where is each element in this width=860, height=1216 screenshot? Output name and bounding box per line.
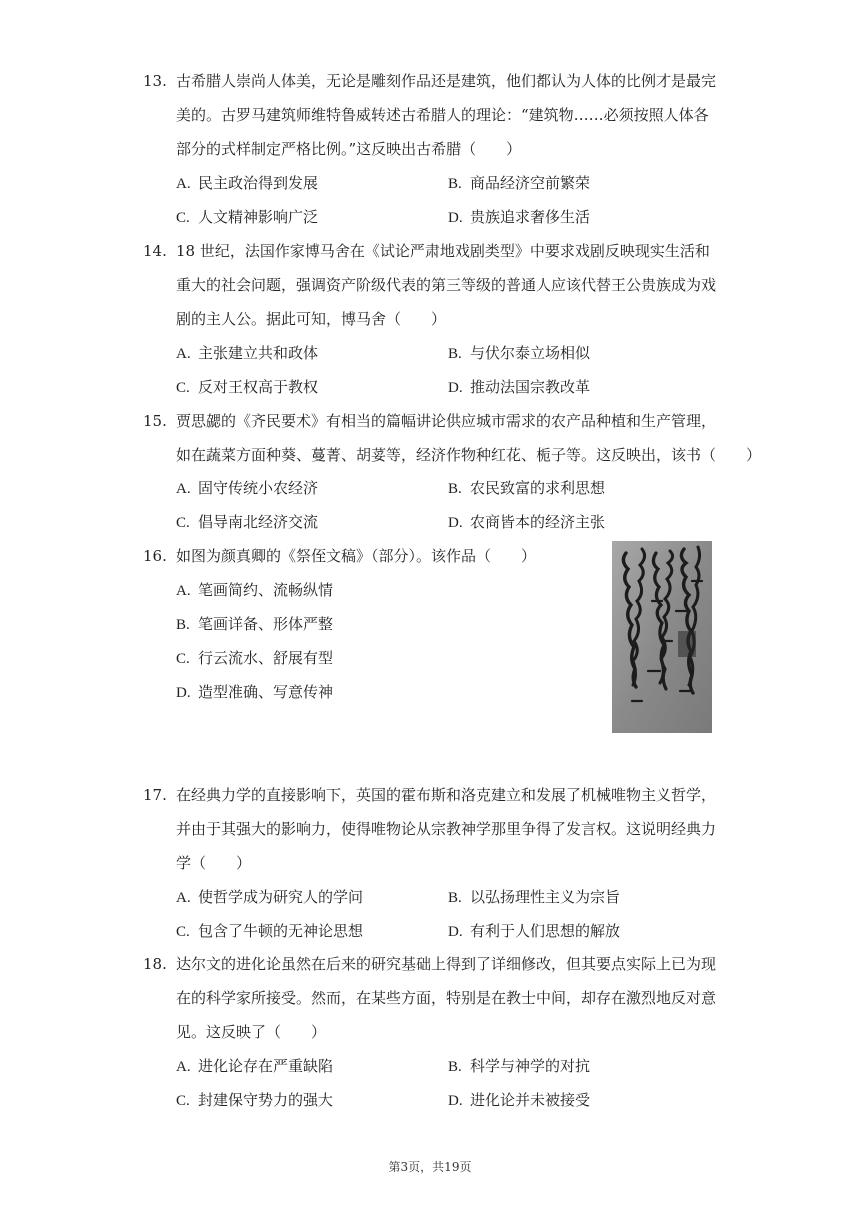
question-17 xyxy=(143,778,723,880)
option-b[interactable]: B. 农民致富的求利思想 xyxy=(448,479,606,497)
question-text: 剧的主人公。据此可知，博马舍（ ） xyxy=(176,310,447,328)
question-18 xyxy=(143,947,723,1049)
option-d[interactable]: D. 造型准确、写意传神 xyxy=(176,683,334,701)
option-d[interactable]: D. 贵族追求奢侈生活 xyxy=(448,208,591,226)
question-number: 14. xyxy=(143,242,167,260)
option-d[interactable]: D. 进化论并未被接受 xyxy=(448,1091,591,1109)
question-text: 学（ ） xyxy=(176,854,252,872)
question-text: 如在蔬菜方面种葵、蔓菁、胡荽等，经济作物种红花、栀子等。这反映出，该书（ ） xyxy=(176,446,762,464)
option-a[interactable]: A. 进化论存在严重缺陷 xyxy=(176,1057,334,1075)
option-a[interactable]: A. 使哲学成为研究人的学问 xyxy=(176,888,364,906)
question-text: 18 世纪，法国作家博马舍在《试论严肃地戏剧类型》中要求戏剧反映现实生活和 xyxy=(176,242,710,260)
option-a[interactable]: A. 民主政治得到发展 xyxy=(176,174,319,192)
question-text: 部分的式样制定严格比例。”这反映出古希腊（ ） xyxy=(176,140,522,158)
question-text: 在的科学家所接受。然而，在某些方面，特别是在教士中间，却存在激烈地反对意 xyxy=(176,989,717,1007)
question-text: 达尔文的进化论虽然在后来的研究基础上得到了详细修改，但其要点实际上已为现 xyxy=(176,955,717,973)
option-a[interactable]: A. 固守传统小农经济 xyxy=(176,479,319,497)
calligraphy-image xyxy=(612,541,712,733)
option-a[interactable]: A. 笔画简约、流畅纵情 xyxy=(176,581,334,599)
calligraphy-image-art xyxy=(612,541,712,733)
option-b[interactable]: B. 商品经济空前繁荣 xyxy=(448,174,591,192)
option-d[interactable]: D. 推动法国宗教改革 xyxy=(448,378,591,396)
question-text: 并由于其强大的影响力，使得唯物论从宗教神学那里争得了发言权。这说明经典力 xyxy=(176,820,717,838)
question-text: 如图为颜真卿的《祭侄文稿》（部分）。该作品（ ） xyxy=(176,547,537,565)
option-d[interactable]: D. 有利于人们思想的解放 xyxy=(448,922,621,940)
question-13 xyxy=(143,64,723,166)
question-number: 18. xyxy=(143,955,167,973)
question-number: 13. xyxy=(143,72,167,90)
question-text: 在经典力学的直接影响下，英国的霍布斯和洛克建立和发展了机械唯物主义哲学， xyxy=(176,786,717,804)
option-b[interactable]: B. 与伏尔泰立场相似 xyxy=(448,344,591,362)
option-c[interactable]: C. 封建保守势力的强大 xyxy=(176,1091,334,1109)
question-text: 贾思勰的《齐民要术》有相当的篇幅讲论供应城市需求的农产品种植和生产管理， xyxy=(176,412,717,430)
question-text: 重大的社会问题，强调资产阶级代表的第三等级的普通人应该代替王公贵族成为戏 xyxy=(176,276,717,294)
question-14 xyxy=(143,234,723,336)
option-d[interactable]: D. 农商皆本的经济主张 xyxy=(448,513,606,531)
question-text: 古希腊人崇尚人体美，无论是雕刻作品还是建筑，他们都认为人体的比例才是最完 xyxy=(176,72,717,90)
option-c[interactable]: C. 包含了牛顿的无神论思想 xyxy=(176,922,364,940)
option-c[interactable]: C. 行云流水、舒展有型 xyxy=(176,649,334,667)
page-footer: 第3页，共19页 xyxy=(388,1160,472,1174)
question-number: 16. xyxy=(143,547,167,565)
option-a[interactable]: A. 主张建立共和政体 xyxy=(176,344,319,362)
option-c[interactable]: C. 倡导南北经济交流 xyxy=(176,513,319,531)
question-number: 15. xyxy=(143,412,167,430)
question-text: 美的。古罗马建筑师维特鲁威转述古希腊人的理论：“建筑物……必须按照人体各 xyxy=(176,106,709,124)
option-c[interactable]: C. 人文精神影响广泛 xyxy=(176,208,319,226)
option-c[interactable]: C. 反对王权高于教权 xyxy=(176,378,319,396)
option-b[interactable]: B. 科学与神学的对抗 xyxy=(448,1057,591,1075)
option-b[interactable]: B. 以弘扬理性主义为宗旨 xyxy=(448,888,621,906)
question-15 xyxy=(143,404,762,472)
option-b[interactable]: B. 笔画详备、形体严整 xyxy=(176,615,334,633)
question-text: 见。这反映了（ ） xyxy=(176,1023,327,1041)
question-number: 17. xyxy=(143,786,167,804)
